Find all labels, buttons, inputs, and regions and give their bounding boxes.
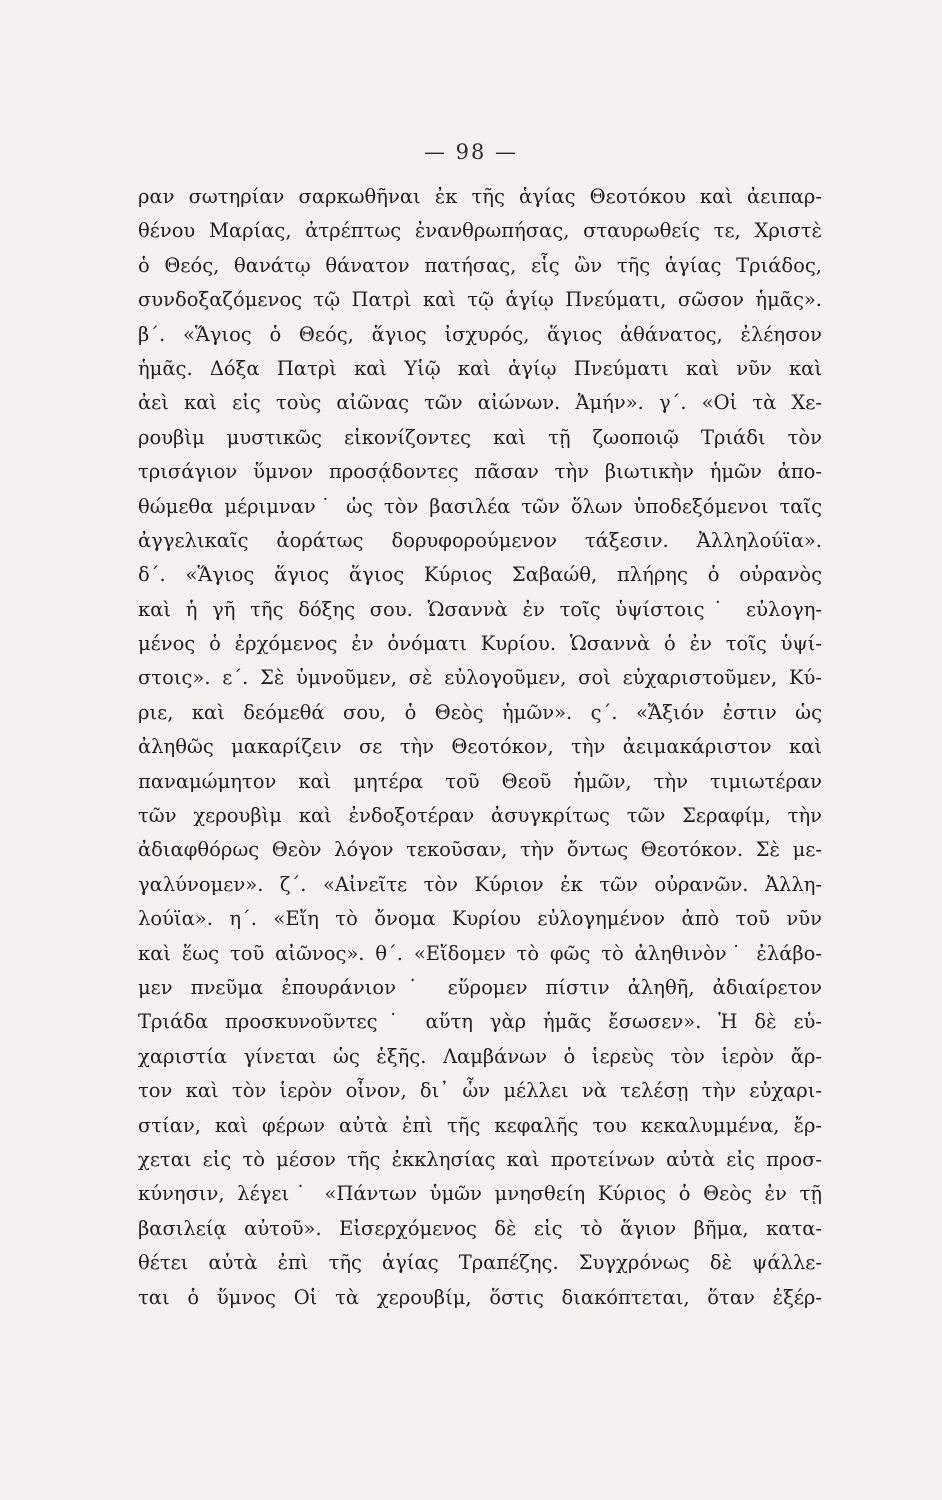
text-line: ἀεὶ καὶ εἰς τοὺς αἰῶνας τῶν αἰώνων. Ἀμήν». γ΄. «Οἱ τὰ Χε- <box>138 391 822 415</box>
text-line: καὶ ἕως τοῦ αἰῶνος». θ΄. «Εἴδομεν τὸ φῶς τὸ ἀληθινὸν˙ ἐλάβο- <box>138 941 822 965</box>
text-line: παναμώμητον καὶ μητέρα τοῦ Θεοῦ ἡμῶν, τὴν τιμιωτέραν <box>138 769 822 793</box>
text-line: θένου Μαρίας, ἀτρέπτως ἐνανθρωπήσας, σταυρωθείς τε, Χριστὲ <box>138 219 822 243</box>
text-line: χεται εἰς τὸ μέσον τῆς ἐκκλησίας καὶ προτείνων αὐτὰ εἰς προσ- <box>138 1147 822 1171</box>
text-line: ἀδιαφθόρως Θεὸν λόγον τεκοῦσαν, τὴν ὄντως Θεοτόκον. Σὲ με- <box>138 838 822 862</box>
body-text <box>138 180 822 1315</box>
text-line: ὁ Θεός, θανάτῳ θάνατον πατήσας, εἷς ὢν τῆς ἁγίας Τριάδος, <box>138 253 822 277</box>
text-line: καὶ ἡ γῆ τῆς δόξης σου. Ὡσαννὰ ἐν τοῖς ὑψίστοις˙ εὐλογη- <box>138 597 822 621</box>
text-line: δ΄. «Ἅγιος ἅγιος ἅγιος Κύριος Σαβαώθ, πλήρης ὁ οὐρανὸς <box>138 563 822 587</box>
text-line: Τριάδα προσκυνοῦντες˙ αὕτη γὰρ ἡμᾶς ἔσωσεν». Ἡ δὲ εὐ- <box>138 1010 822 1034</box>
text-line: β΄. «Ἅγιος ὁ Θεός, ἅγιος ἰσχυρός, ἅγιος ἀθάνατος, ἐλέησον <box>138 322 822 346</box>
text-line: τρισάγιον ὕμνον προσᾴδοντες πᾶσαν τὴν βιωτικὴν ἡμῶν ἀπο- <box>138 460 822 484</box>
text-line: γαλύνομεν». ζ΄. «Αἰνεῖτε τὸν Κύριον ἐκ τῶν οὐρανῶν. Ἀλλη- <box>138 872 822 896</box>
text-line: στοις». ε΄. Σὲ ὑμνοῦμεν, σὲ εὐλογοῦμεν, σοὶ εὐχαριστοῦμεν, Κύ- <box>138 666 822 690</box>
text-line: ἀληθῶς μακαρίζειν σε τὴν Θεοτόκον, τὴν ἀειμακάριστον καὶ <box>138 735 822 759</box>
text-line: λούϊα». η΄. «Εἴη τὸ ὄνομα Κυρίου εὐλογημένον ἀπὸ τοῦ νῦν <box>138 907 822 931</box>
text-line: ριε, καὶ δεόμεθά σου, ὁ Θεὸς ἡμῶν». ς΄. «Ἄξιόν ἐστιν ὡς <box>138 700 822 724</box>
text-line: μεν πνεῦμα ἐπουράνιον˙ εὕρομεν πίστιν ἀληθῆ, ἀδιαίρετον <box>138 975 822 999</box>
text-line: ἀγγελικαῖς ἀοράτως δορυφορούμενον τάξεσιν. Ἀλληλούϊα». <box>138 528 822 552</box>
text-line: ραν σωτηρίαν σαρκωθῆναι ἐκ τῆς ἁγίας Θεοτόκου καὶ ἀειπαρ- <box>138 185 822 208</box>
text-line: μένος ὁ ἐρχόμενος ἐν ὀνόματι Κυρίου. Ὡσαννὰ ὁ ἐν τοῖς ὑψί- <box>138 632 822 656</box>
text-line: ρουβὶμ μυστικῶς εἰκονίζοντες καὶ τῇ ζωοποιῷ Τριάδι τὸν <box>138 425 822 449</box>
text-line: θώμεθα μέριμναν˙ ὡς τὸν βασιλέα τῶν ὅλων ὑποδεξόμενοι ταῖς <box>138 494 822 518</box>
text-line: συνδοξαζόμενος τῷ Πατρὶ καὶ τῷ ἁγίῳ Πνεύματι, σῶσον ἡμᾶς». <box>138 288 822 312</box>
text-line: ται ὁ ὕμνος Οἱ τὰ χερουβίμ, ὅστις διακόπτεται, ὅταν ἐξέρ- <box>138 1285 822 1309</box>
text-line: τον καὶ τὸν ἱερὸν οἶνον, δι᾽ ὧν μέλλει νὰ τελέσῃ τὴν εὐχαρι- <box>138 1079 822 1103</box>
text-line: θέτει αὐτὰ ἐπὶ τῆς ἁγίας Τραπέζης. Συγχρόνως δὲ ψάλλε- <box>138 1251 822 1275</box>
page-number: — 98 — <box>423 140 519 164</box>
text-line: χαριστία γίνεται ὡς ἑξῆς. Λαμβάνων ὁ ἱερεὺς τὸν ἱερὸν ἄρ- <box>138 1044 822 1068</box>
text-line: βασιλείᾳ αὐτοῦ». Εἰσερχόμενος δὲ εἰς τὸ ἅγιον βῆμα, κατα- <box>138 1216 822 1240</box>
text-line: ἡμᾶς. Δόξα Πατρὶ καὶ Υἱῷ καὶ ἁγίῳ Πνεύματι καὶ νῦν καὶ <box>138 356 822 380</box>
text-line: τῶν χερουβὶμ καὶ ἐνδοξοτέραν ἀσυγκρίτως τῶν Σεραφίμ, τὴν <box>138 804 822 828</box>
text-line: κύνησιν, λέγει˙ «Πάντων ὑμῶν μνησθείη Κύριος ὁ Θεὸς ἐν τῇ <box>138 1182 822 1206</box>
text-line: στίαν, καὶ φέρων αὐτὰ ἐπὶ τῆς κεφαλῆς του κεκαλυμμένα, ἔρ- <box>138 1113 822 1137</box>
